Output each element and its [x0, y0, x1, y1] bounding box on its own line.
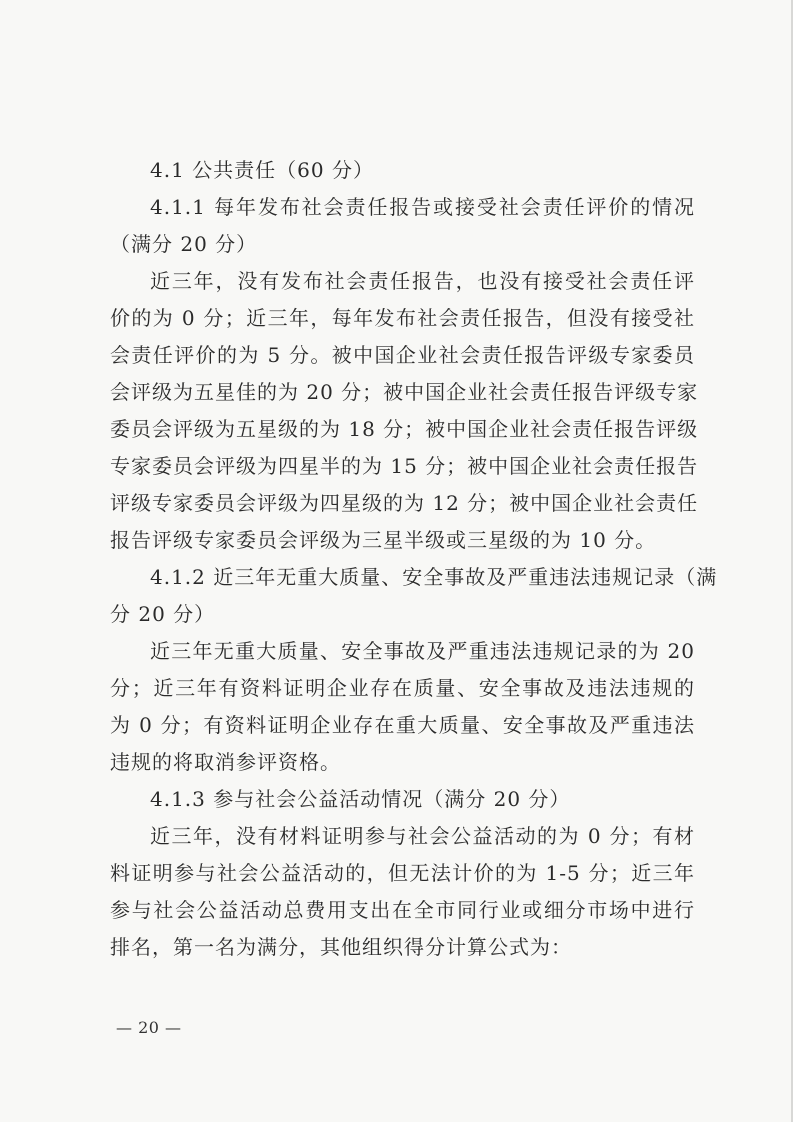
paragraph-line: 评级专家委员会评级为四星级的为 12 分；被中国企业社会责任: [110, 491, 699, 515]
paragraph-line: 委员会评级为五星级的为 18 分；被中国企业社会责任报告评级: [110, 417, 699, 441]
document-body: [110, 152, 718, 966]
paragraph-line: 报告评级专家委员会评级为三星半级或三星级的为 10 分。: [110, 528, 657, 552]
paragraph-line: 分；近三年有资料证明企业存在质量、安全事故及违法违规的: [110, 676, 695, 700]
paragraph-line: 近三年，没有发布社会责任报告，也没有接受社会责任评: [150, 269, 695, 293]
subsection-heading-4-1-2: 4.1.2 近三年无重大质量、安全事故及严重违法违规记录（满: [150, 565, 718, 589]
paragraph-line: 排名，第一名为满分，其他组织得分计算公式为：: [110, 935, 572, 959]
subsection-heading-4-1-3: 4.1.3 参与社会公益活动情况（满分 20 分）: [150, 787, 571, 811]
subsection-heading-4-1-1: 4.1.1 每年发布社会责任报告或接受社会责任评价的情况: [150, 195, 695, 219]
page-number: — 20 —: [116, 1018, 182, 1037]
paragraph-line: 参与社会公益活动总费用支出在全市同行业或细分市场中进行: [110, 898, 695, 922]
paragraph-line: 会评级为五星佳的为 20 分；被中国企业社会责任报告评级专家: [110, 380, 699, 404]
paragraph-line: 近三年，没有材料证明参与社会公益活动的为 0 分；有材: [150, 824, 695, 848]
paragraph-line: 违规的将取消参评资格。: [110, 750, 341, 774]
subsection-heading-4-1-2-cont: 分 20 分）: [110, 602, 216, 626]
paragraph-line: 价的为 0 分；近三年，每年发布社会责任报告，但没有接受社: [110, 306, 695, 330]
subsection-heading-4-1-1-cont: （满分 20 分）: [110, 232, 258, 256]
section-heading-4-1: 4.1 公共责任（60 分）: [150, 158, 374, 182]
paragraph-line: 会责任评价的为 5 分。被中国企业社会责任报告评级专家委员: [110, 343, 695, 367]
paragraph-line: 料证明参与社会公益活动的，但无法计价的为 1-5 分；近三年: [110, 861, 695, 885]
paragraph-line: 专家委员会评级为四星半的为 15 分；被中国企业社会责任报告: [110, 454, 699, 478]
paragraph-line: 近三年无重大质量、安全事故及严重违法违规记录的为 20: [150, 639, 695, 663]
paragraph-line: 为 0 分；有资料证明企业存在重大质量、安全事故及严重违法: [110, 713, 695, 737]
